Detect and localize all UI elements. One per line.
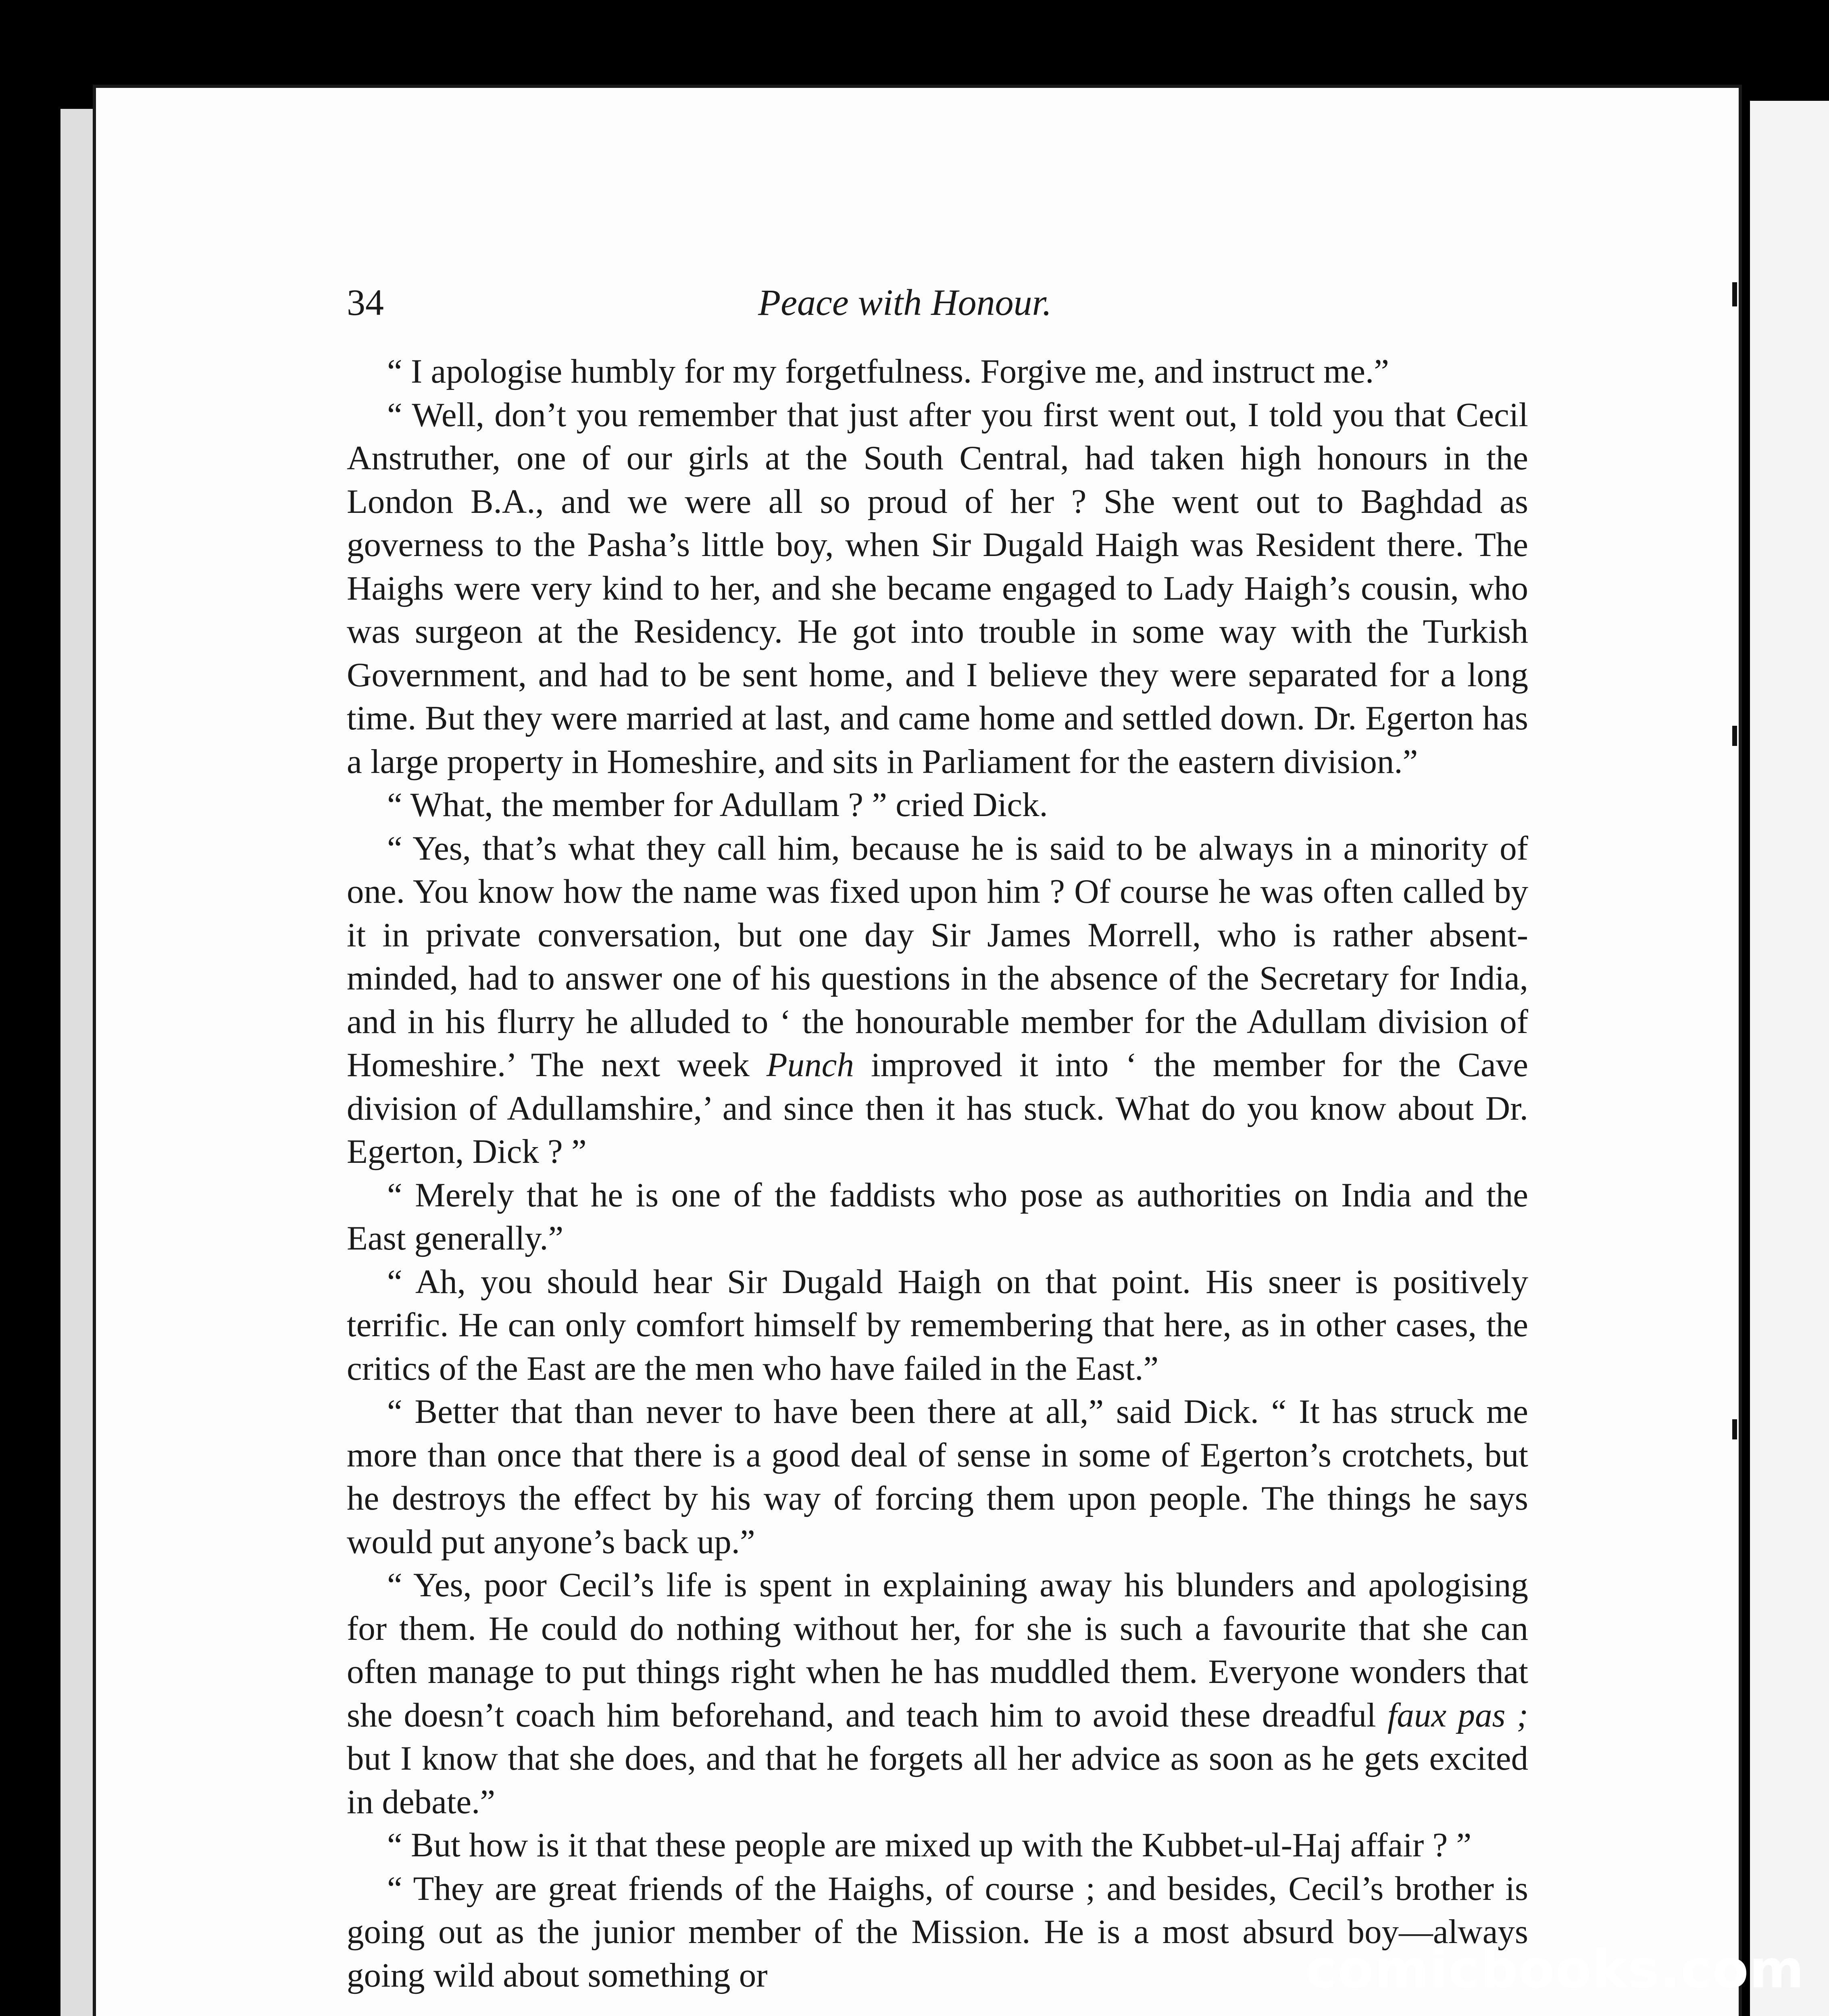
paragraph: “ They are great friends of the Haighs, of course ; and besides, Cecil’s brother is going out as the junior member of the Mission. He is a most absurd boy—always going wild about something or: [347, 1869, 1528, 1994]
margin-mark: [1732, 282, 1737, 306]
italic-phrase-faux-pas: faux pas ;: [1387, 1696, 1528, 1734]
page-edge-left: [60, 109, 93, 2016]
paragraph: “ Well, don’t you remember that just after you first went out, I told you that Cecil Anstruther, one of our girls at the South Central, had taken high honours in the London B.A., and we were all so proud of her ? She went out to Baghdad as governess to the Pasha’s little boy, when Sir Dugald Haigh was Resident there. The Haighs were very kind to her, and she became engaged to Lady Haigh’s cousin, who was surgeon at the Residency. He got into trouble in some way with the Turkish Government, and had to be sent home, and I believe they were separated for a long time. But they were married at last, and came home and settled down. Dr. Egerton has a large property in Homeshire, and sits in Parliament for the eastern division.”: [347, 396, 1528, 781]
page-header: [347, 272, 1540, 333]
paragraph: “ But how is it that these people are mixed up with the Kubbet-ul-Haj affair ? ”: [387, 1826, 1472, 1864]
paragraph: “ Ah, you should hear Sir Dugald Haigh on that point. His sneer is positively terrific. He can only comfort himself by remembering that here, as in other cases, the critics of the East are the men who have failed in the East.”: [347, 1262, 1528, 1387]
page-number: 34: [347, 282, 384, 323]
body-text: [347, 350, 1528, 1997]
running-title: Peace with Honour.: [758, 282, 1052, 323]
paragraph: “ Better that than never to have been there at all,” said Dick. “ It has struck me more than once that there is a good deal of sense in some of Egerton’s crotchets, but he destroys the effect by his way of forcing them upon people. The things he says would put anyone’s back up.”: [347, 1393, 1528, 1561]
paragraph-text: “ Yes, that’s what they call him, because he is said to be always in a minority of one. You know how the name was fixed upon him ? Of course he was often called by it in private conversation, but one day Sir James Morrell, who is rather absent-minded, had to answer one of his questions in the absence of the Secretary for India, and in his flurry he alluded to ‘ the honourable member for the Adullam division of Homeshire.’ The next week: [347, 829, 1528, 1084]
paragraph: “ I apologise humbly for my forgetfulness. Forgive me, and instruct me.”: [387, 352, 1389, 390]
margin-mark: [1732, 1419, 1737, 1439]
paragraph: “ Merely that he is one of the faddists who pose as authorities on India and the East generally.”: [347, 1176, 1528, 1257]
paragraph: “ What, the member for Adullam ? ” cried Dick.: [387, 786, 1048, 824]
paragraph-text: but I know that she does, and that he forgets all her advice as soon as he gets excited in debate.”: [347, 1739, 1528, 1821]
watermark: comicbooks.com: [1305, 1939, 1805, 2000]
paragraph-text: “ Yes, poor Cecil’s life is spent in explaining away his blunders and apologising for them. He could do nothing without her, for she is such a favourite that she can often manage to put things right when he has muddled them. Everyone wonders that she doesn’t coach him beforehand, and teach him to avoid these dreadful: [347, 1566, 1528, 1734]
page-edge-right: [1750, 101, 1829, 2016]
paragraph: [347, 827, 1528, 1174]
paragraph-text: improved it into ‘ the member for the Cave division of Adullamshire,’ and since then it has stuck. What do you know about Dr. Egerton, Dick ? ”: [347, 1046, 1528, 1170]
margin-mark: [1732, 726, 1737, 746]
italic-title-punch: Punch: [766, 1046, 854, 1084]
paragraph: [347, 1564, 1528, 1824]
